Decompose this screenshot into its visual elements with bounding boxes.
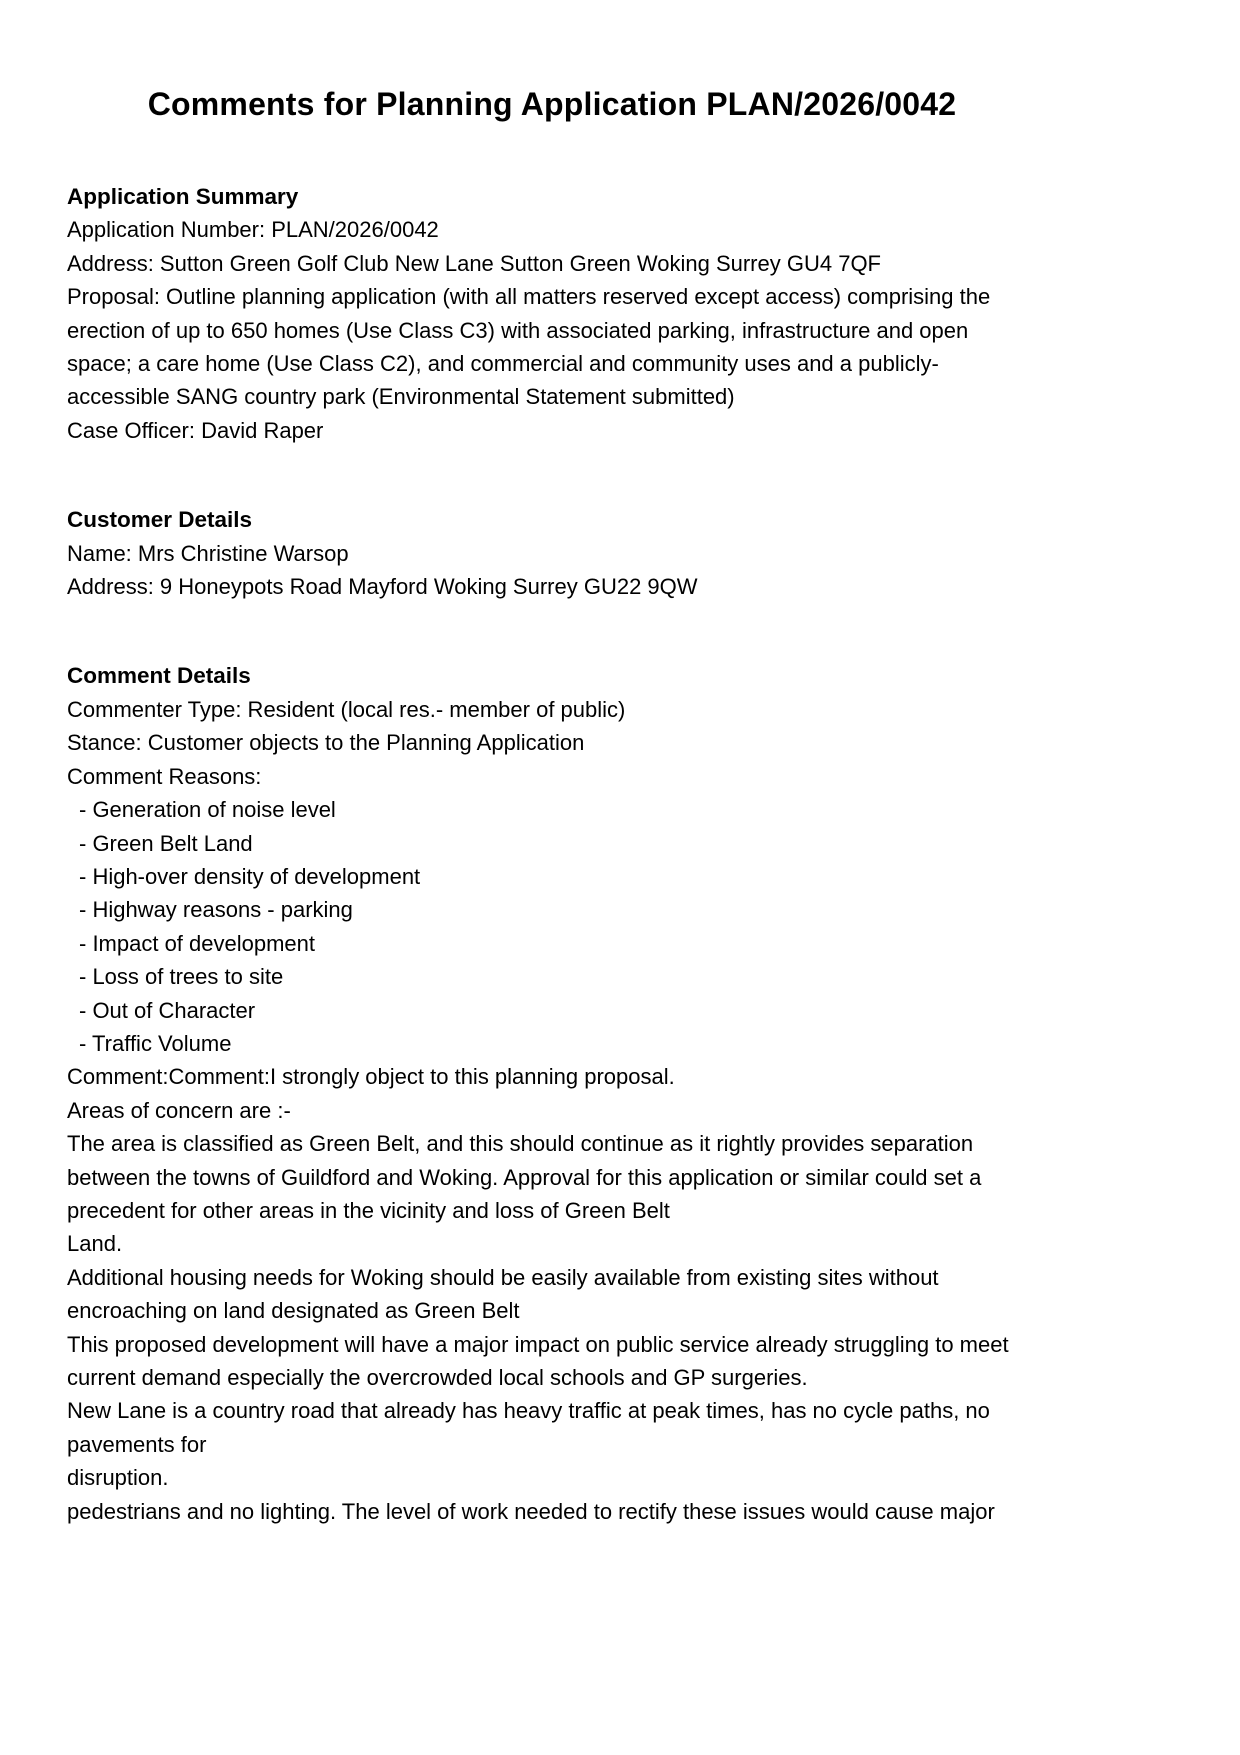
- section-customer-details: [67, 503, 1037, 603]
- application-number-line: Application Number: PLAN/2026/0042: [67, 217, 439, 243]
- page-title: Comments for Planning Application PLAN/2026/0042: [147, 86, 957, 122]
- application-summary-heading: Application Summary: [67, 184, 299, 209]
- comment-reason-item: - Impact of development: [79, 930, 316, 956]
- document-content: [67, 84, 1037, 1528]
- customer-details-heading: Customer Details: [67, 507, 253, 533]
- comment-reason-item: - Loss of trees to site: [79, 964, 284, 990]
- land-line: Land.: [67, 1231, 123, 1257]
- application-address-line: Address: Sutton Green Golf Club New Lane Sutton Green Woking Surrey GU4 7QF: [67, 250, 881, 276]
- public-service-paragraph: This proposed development will have a major impact on public service already struggling to meet current demand especially the overcrowded local schools and GP surgeries.: [67, 1331, 1009, 1390]
- comment-reason-item: - Out of Character: [79, 997, 256, 1023]
- new-lane-paragraph: New Lane is a country road that already has heavy traffic at peak times, has no cycle paths, no pavements for: [67, 1398, 990, 1457]
- comment-reason-item: - Traffic Volume: [79, 1030, 232, 1056]
- comment-details-heading: Comment Details: [67, 663, 251, 689]
- comment-intro-line: Comment:Comment:I strongly object to this planning proposal.: [67, 1064, 675, 1090]
- green-belt-paragraph: The area is classified as Green Belt, and this should continue as it rightly provides separation between the towns of Guildford and Woking. Approval for this application or similar could set a precedent for other areas in the vicinity and loss of Green Belt: [67, 1131, 982, 1223]
- case-officer-line: Case Officer: David Raper: [67, 417, 324, 443]
- stance-line: Stance: Customer objects to the Planning Application: [67, 730, 585, 756]
- proposal-paragraph: Proposal: Outline planning application (with all matters reserved except access) comprising the erection of up to 650 homes (Use Class C3) with associated parking, infrastructure and open space; a care home (Use Class C2), and commercial and community uses and a publicly-accessible SANG country park (Environmental Statement submitted): [67, 284, 991, 410]
- comment-reason-item: - Green Belt Land: [79, 830, 253, 856]
- comment-reason-item: - Highway reasons - parking: [79, 897, 353, 923]
- pedestrians-line: pedestrians and no lighting. The level of work needed to rectify these issues would cause major: [67, 1498, 995, 1524]
- areas-of-concern-line: Areas of concern are :-: [67, 1097, 291, 1123]
- section-application-summary: [67, 180, 1037, 447]
- comment-reason-item: - Generation of noise level: [79, 797, 336, 823]
- additional-housing-paragraph: Additional housing needs for Woking should be easily available from existing sites without encroaching on land designated as Green Belt: [67, 1264, 939, 1324]
- disruption-line: disruption.: [67, 1465, 169, 1491]
- comment-reasons-label: Comment Reasons:: [67, 763, 262, 789]
- commenter-type-line: Commenter Type: Resident (local res.- member of public): [67, 696, 626, 722]
- customer-name-line: Name: Mrs Christine Warsop: [67, 540, 349, 566]
- comment-reason-item: - High-over density of development: [79, 863, 421, 889]
- section-comment-details: [67, 659, 1037, 1528]
- customer-address-line: Address: 9 Honeypots Road Mayford Woking Surrey GU22 9QW: [67, 574, 698, 600]
